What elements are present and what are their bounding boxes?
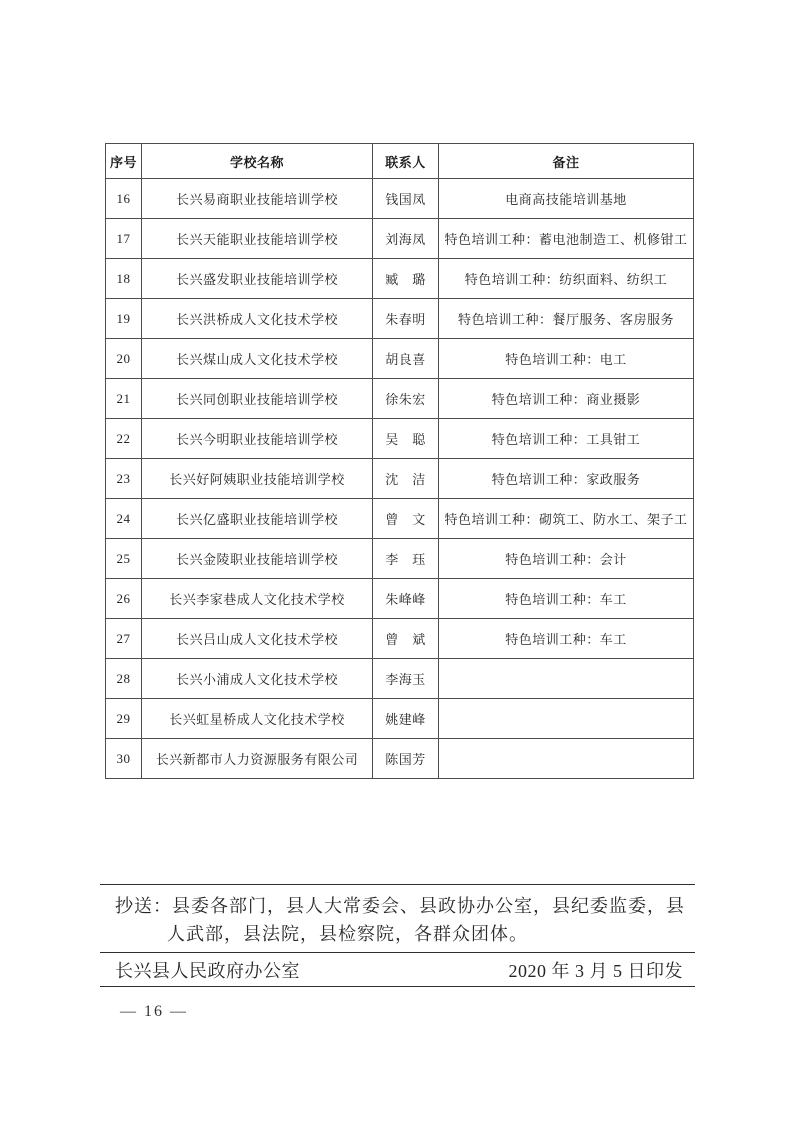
school-name: 长兴亿盛职业技能培训学校	[142, 499, 373, 539]
table-row	[106, 419, 694, 459]
remark	[439, 699, 694, 739]
remark: 特色培训工种：电工	[439, 339, 694, 379]
remark: 特色培训工种：车工	[439, 619, 694, 659]
contact-name: 曾 文	[373, 499, 439, 539]
school-name: 长兴同创职业技能培训学校	[142, 379, 373, 419]
school-name: 长兴今明职业技能培训学校	[142, 419, 373, 459]
table-row	[106, 379, 694, 419]
remark: 特色培训工种：砌筑工、防水工、架子工	[439, 499, 694, 539]
contact-name: 陈国芳	[373, 739, 439, 779]
row-number: 19	[106, 299, 142, 339]
school-name: 长兴新都市人力资源服务有限公司	[142, 739, 373, 779]
table-row	[106, 259, 694, 299]
contact-name: 徐朱宏	[373, 379, 439, 419]
cc-line-2: 人武部，县法院，县检察院，各群众团体。	[167, 924, 528, 944]
header-contact-person: 联系人	[373, 144, 439, 179]
row-number: 30	[106, 739, 142, 779]
remark: 特色培训工种：纺织面料、纺织工	[439, 259, 694, 299]
cc-distribution-block	[100, 884, 695, 952]
school-name: 长兴洪桥成人文化技术学校	[142, 299, 373, 339]
row-number: 20	[106, 339, 142, 379]
contact-name: 胡良喜	[373, 339, 439, 379]
contact-name: 吴 聪	[373, 419, 439, 459]
table-row	[106, 499, 694, 539]
row-number: 26	[106, 579, 142, 619]
table-row	[106, 659, 694, 699]
row-number: 23	[106, 459, 142, 499]
header-remarks: 备注	[439, 144, 694, 179]
remark: 特色培训工种：商业摄影	[439, 379, 694, 419]
table-row	[106, 579, 694, 619]
document-footer	[100, 952, 695, 987]
table-header-row	[106, 144, 694, 179]
table-row	[106, 619, 694, 659]
contact-name: 朱春明	[373, 299, 439, 339]
contact-name: 沈 洁	[373, 459, 439, 499]
issuing-office: 长兴县人民政府办公室	[115, 960, 300, 981]
school-name: 长兴煤山成人文化技术学校	[142, 339, 373, 379]
contact-name: 钱国凤	[373, 179, 439, 219]
school-name: 长兴易商职业技能培训学校	[142, 179, 373, 219]
remark: 特色培训工种：车工	[439, 579, 694, 619]
school-name: 长兴小浦成人文化技术学校	[142, 659, 373, 699]
contact-name: 曾 斌	[373, 619, 439, 659]
school-roster-table-container	[105, 143, 694, 779]
school-name: 长兴虹星桥成人文化技术学校	[142, 699, 373, 739]
table-row	[106, 339, 694, 379]
row-number: 29	[106, 699, 142, 739]
row-number: 28	[106, 659, 142, 699]
row-number: 18	[106, 259, 142, 299]
remark	[439, 739, 694, 779]
school-name: 长兴吕山成人文化技术学校	[142, 619, 373, 659]
contact-name: 李 珏	[373, 539, 439, 579]
school-name: 长兴好阿姨职业技能培训学校	[142, 459, 373, 499]
contact-name: 朱峰峰	[373, 579, 439, 619]
school-name: 长兴盛发职业技能培训学校	[142, 259, 373, 299]
table-row	[106, 179, 694, 219]
row-number: 24	[106, 499, 142, 539]
contact-name: 臧 璐	[373, 259, 439, 299]
table-row	[106, 739, 694, 779]
remark: 特色培训工种：会计	[439, 539, 694, 579]
table-row	[106, 459, 694, 499]
table-row	[106, 539, 694, 579]
header-serial-number: 序号	[106, 144, 142, 179]
remark: 电商高技能培训基地	[439, 179, 694, 219]
remark: 特色培训工种：餐厅服务、客房服务	[439, 299, 694, 339]
table-row	[106, 699, 694, 739]
page-number: — 16 —	[120, 1003, 188, 1020]
remark: 特色培训工种：蓄电池制造工、机修钳工	[439, 219, 694, 259]
remark	[439, 659, 694, 699]
table-row	[106, 219, 694, 259]
remark: 特色培训工种：工具钳工	[439, 419, 694, 459]
school-name: 长兴金陵职业技能培训学校	[142, 539, 373, 579]
print-date: 2020 年 3 月 5 日印发	[508, 960, 683, 981]
contact-name: 姚建峰	[373, 699, 439, 739]
cc-line-1: 抄送：县委各部门，县人大常委会、县政协办公室，县纪委监委，县	[115, 896, 685, 916]
contact-name: 李海玉	[373, 659, 439, 699]
school-name: 长兴李家巷成人文化技术学校	[142, 579, 373, 619]
header-school-name: 学校名称	[142, 144, 373, 179]
row-number: 21	[106, 379, 142, 419]
school-roster-table	[105, 143, 694, 779]
row-number: 22	[106, 419, 142, 459]
table-row	[106, 299, 694, 339]
school-name: 长兴天能职业技能培训学校	[142, 219, 373, 259]
row-number: 27	[106, 619, 142, 659]
row-number: 17	[106, 219, 142, 259]
row-number: 16	[106, 179, 142, 219]
contact-name: 刘海凤	[373, 219, 439, 259]
remark: 特色培训工种：家政服务	[439, 459, 694, 499]
row-number: 25	[106, 539, 142, 579]
